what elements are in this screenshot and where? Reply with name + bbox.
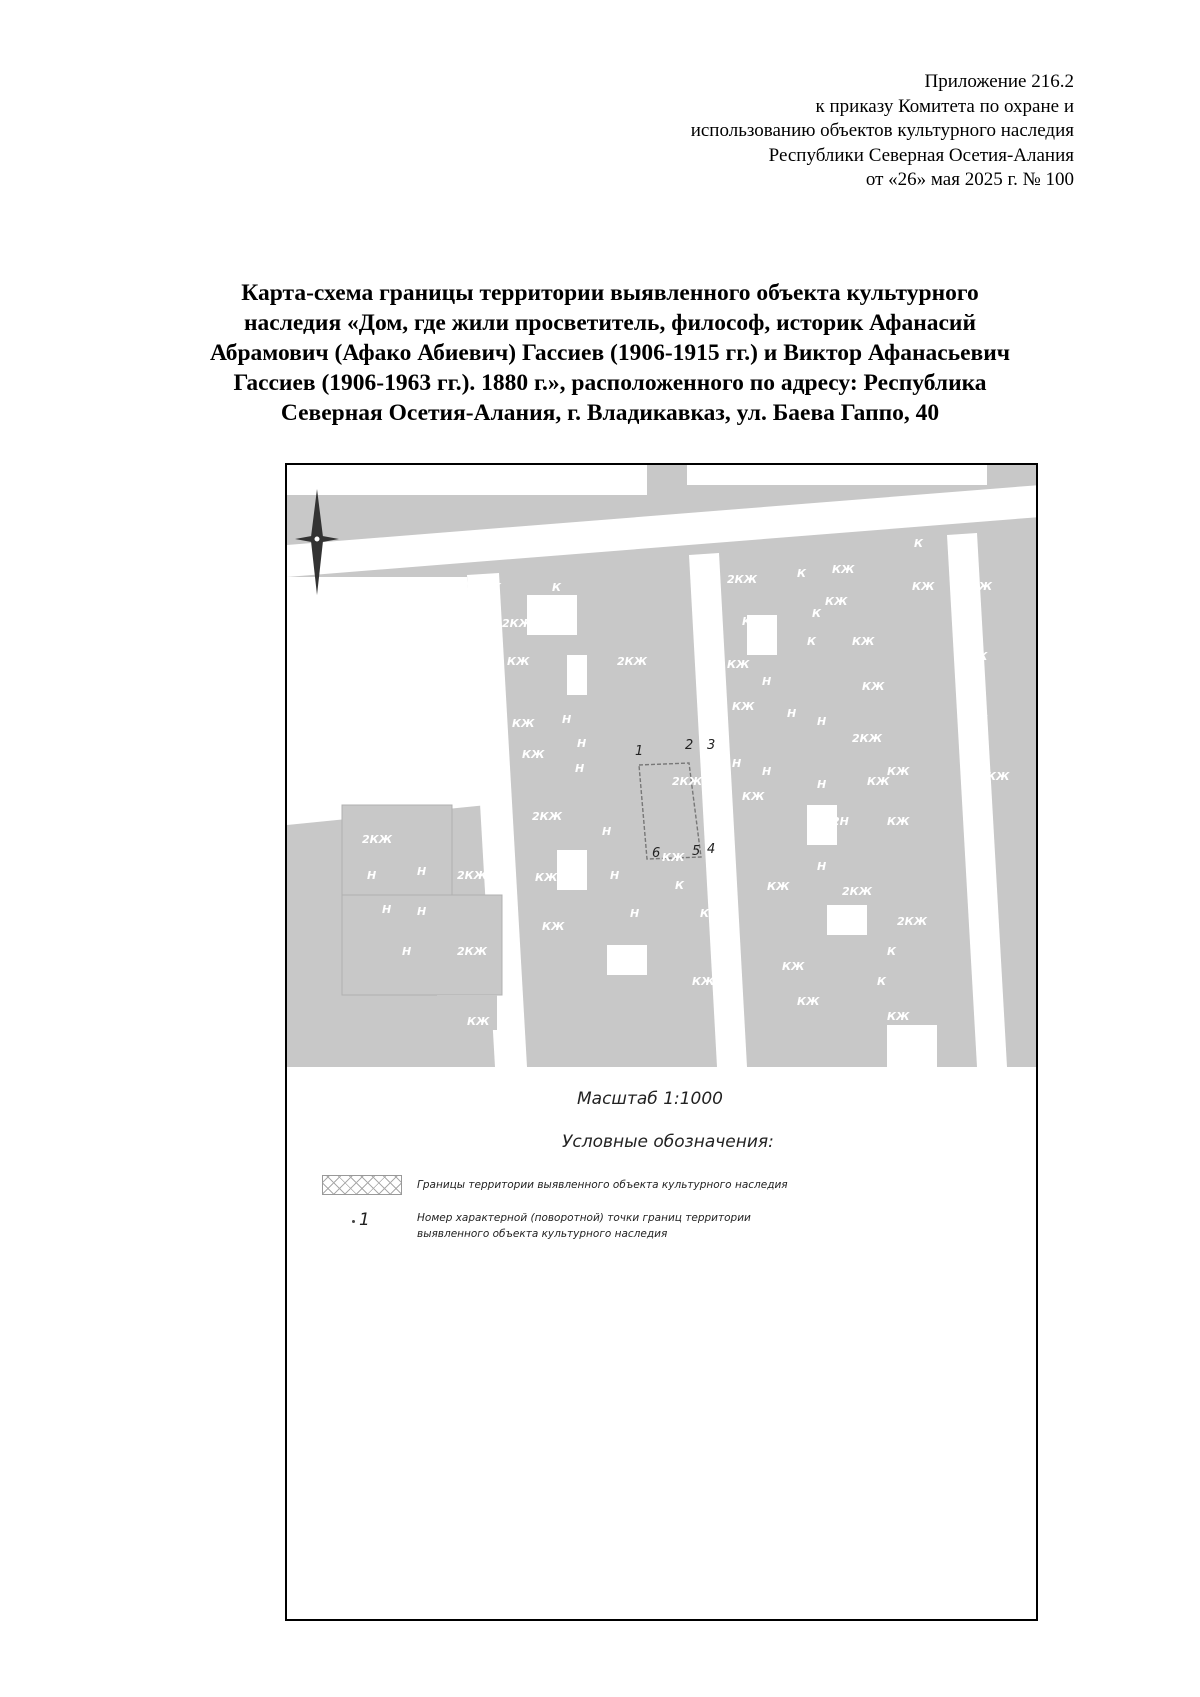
title-line: Карта-схема границы территории выявленного объекта культурного — [241, 280, 979, 306]
building-type-label: КЖ — [852, 635, 875, 648]
building-type-label: К — [797, 567, 806, 580]
building-type-label: Н — [762, 675, 772, 688]
yard — [527, 595, 577, 635]
building-type-label: Н — [417, 905, 427, 918]
open-area-left — [287, 577, 487, 825]
open-area-top — [287, 465, 647, 495]
map-frame — [285, 463, 1038, 1621]
building-type-label: Н — [575, 762, 585, 775]
title-line: Абрамович (Афако Абиевич) Гассиев (1906-1915 гг.) и Виктор Афанасьевич — [209, 340, 1011, 366]
building-type-label: 2КЖ — [962, 580, 993, 593]
building-type-label: КЖ — [965, 713, 988, 726]
header-line: Республики Северная Осетия-Алания — [768, 144, 1074, 166]
boundary-point-1: 1 — [635, 744, 644, 759]
building-type-label: КЖ — [522, 748, 545, 761]
legend-point-label-line1: Номер характерной (поворотной) точки границ территории — [417, 1212, 751, 1224]
building-type-label: КЖ — [700, 907, 723, 920]
title-line: Северная Осетия-Алания, г. Владикавказ, ул. Баева Гаппо, 40 — [280, 400, 940, 426]
building-type-label: Н — [610, 869, 620, 882]
building-type-label: КЖ — [887, 1010, 910, 1023]
legend-point-number: 1 — [359, 1210, 370, 1230]
building-type-label: Н — [817, 715, 827, 728]
building-type-label: КЖ — [887, 765, 910, 778]
building-type-label: 2Н — [832, 815, 849, 828]
building-type-label: КЖ — [507, 655, 530, 668]
header-line: Приложение 216.2 — [924, 71, 1074, 92]
building-type-label: КЖ — [542, 920, 565, 933]
building-type-label: КЖ — [912, 580, 935, 593]
building-type-label: 2КЖ — [672, 775, 703, 788]
building-type-label: 2КЖ — [617, 655, 648, 668]
building-type-label: Н — [577, 737, 587, 750]
building-type-label: КЖ — [867, 775, 890, 788]
building-type-label: Н — [787, 707, 797, 720]
building-type-label: 2КЖ — [502, 617, 533, 630]
boundary-point-2: 2 — [685, 738, 694, 753]
building-type-label: КЖ — [887, 815, 910, 828]
map-scale: Масштаб 1:1000 — [577, 1089, 724, 1109]
building-type-label: Н — [417, 865, 427, 878]
building-type-label: К — [914, 537, 923, 550]
legend-point-label-line2: выявленного объекта культурного наследия — [417, 1228, 668, 1240]
building-type-label: Н — [382, 903, 392, 916]
building-type-label: 2КЖ — [532, 810, 563, 823]
boundary-point-3: 3 — [707, 738, 716, 753]
building-type-label: КЖ — [767, 880, 790, 893]
title-line: наследия «Дом, где жили просветитель, философ, историк Афанасий — [243, 310, 976, 336]
building-type-label: КЖ — [662, 851, 685, 864]
building-type-label: 2КЖ — [842, 885, 873, 898]
legend-boundary-label: Границы территории выявленного объекта культурного наследия — [417, 1179, 788, 1191]
building-type-label: КЖ — [742, 790, 765, 803]
building-type-label: К — [967, 540, 976, 553]
point-marker-icon — [352, 1220, 355, 1223]
building-type-label: КЖ — [862, 680, 885, 693]
building-type-label: К — [877, 975, 886, 988]
building-type-label: 2КЖ — [852, 732, 883, 745]
building-type-label: Н — [562, 713, 572, 726]
building-type-label: Н — [402, 945, 412, 958]
building-type-label: КЖ — [825, 595, 848, 608]
building-type-label: КЖ — [732, 700, 755, 713]
building-type-label: Н — [817, 860, 827, 873]
building-type-label: 2КЖ — [727, 573, 758, 586]
building-type-label: К — [552, 581, 561, 594]
building-type-label: К — [492, 581, 501, 594]
document-title — [130, 278, 1090, 428]
building-type-label: 2КЖ — [897, 915, 928, 928]
building-type-label: Н — [632, 955, 642, 968]
building-type-label: Н — [817, 778, 827, 791]
building-type-label: КЖ — [965, 650, 988, 663]
building-type-label: Н — [732, 757, 742, 770]
building-type-label: КЖ — [782, 960, 805, 973]
building-type-label: КЖ — [797, 995, 820, 1008]
building-type-label: Н — [762, 765, 772, 778]
document-header — [474, 70, 1074, 193]
building-type-label: Н — [757, 640, 767, 653]
building-type-label: Н — [602, 825, 612, 838]
legend-title: Условные обозначения: — [562, 1132, 774, 1152]
building-type-label: К — [675, 879, 684, 892]
boundary-point-5: 5 — [692, 844, 701, 859]
building-type-label: Н — [630, 907, 640, 920]
building-type-label: КЖ — [987, 770, 1010, 783]
building-type-label: КЖ — [512, 717, 535, 730]
header-line: использованию объектов культурного наследия — [690, 120, 1074, 141]
building-type-label: Н — [367, 869, 377, 882]
building-type-label: КЖ — [535, 871, 558, 884]
city-map — [287, 465, 1038, 1067]
building-type-label: КЖ — [727, 658, 750, 671]
boundary-hatch-swatch — [322, 1175, 402, 1195]
header-line: от «26» мая 2025 г. № 100 — [865, 169, 1074, 190]
boundary-point-4: 4 — [707, 842, 716, 857]
building-type-label: КЖ — [692, 975, 715, 988]
building-type-label: К — [807, 635, 816, 648]
header-line: к приказу Комитета по охране и — [815, 95, 1074, 117]
building-type-label: 2КЖ — [457, 869, 488, 882]
title-line: Гассиев (1906-1963 гг.). 1880 г.», расположенного по адресу: Республика — [233, 370, 987, 396]
building-type-label: КЖ — [467, 1015, 490, 1028]
building-type-label: К — [812, 607, 821, 620]
building-type-label: 2КЖ — [457, 945, 488, 958]
building-type-label: КЖ — [832, 563, 855, 576]
building-type-label: КЖ — [742, 615, 765, 628]
boundary-point-6: 6 — [652, 846, 661, 861]
building-type-label: К — [887, 945, 896, 958]
building-type-label: 2КЖ — [362, 833, 393, 846]
